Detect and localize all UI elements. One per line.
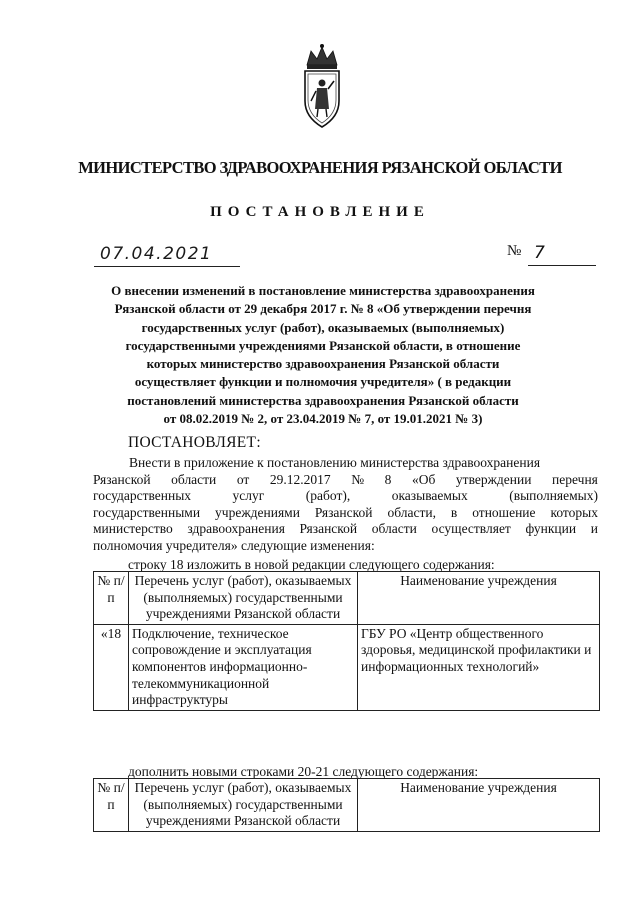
header-num: № п/п (94, 572, 129, 625)
body-line: Внести в приложение к постановлению министерства здравоохранения (129, 455, 541, 470)
word: в (450, 504, 458, 520)
number-label: № (507, 243, 522, 259)
title-line: государственных услуг (работ), оказываемых (выполняемых) (141, 319, 505, 335)
title-line: государственными учреждениями Рязанской области, в отношение (125, 337, 521, 353)
table-row (94, 624, 600, 710)
body-line: полномочия учредителя» следующие изменения: (93, 537, 375, 553)
word: перечня (552, 471, 598, 487)
amendments-table-row18 (93, 571, 600, 711)
row-institution: ГБУ РО «Центр общественного здоровья, медицинской профилактики и информационных технологий» (358, 624, 600, 710)
body-paragraph (93, 455, 598, 555)
word: 29.12.2017 (269, 471, 331, 487)
word: области (171, 471, 217, 487)
document-title (86, 282, 560, 428)
coat-of-arms-emblem (297, 43, 347, 131)
word: № (351, 471, 365, 487)
word: функции (525, 521, 577, 537)
word: и (590, 521, 598, 537)
title-line: О внесении изменений в постановление министерства здравоохранения (111, 283, 535, 298)
word: Рязанской (314, 504, 373, 520)
title-line: постановлений министерства здравоохранения Рязанской области (127, 392, 519, 408)
word: министерство (93, 521, 173, 537)
title-line: осуществляет функции и полномочия учредителя» ( в редакции (134, 374, 512, 390)
row-num: «18 (94, 624, 129, 710)
title-line: которых министерство здравоохранения Рязанской области (146, 356, 500, 372)
word: отношение (472, 504, 536, 520)
row-services: Подключение, техническое сопровождение и эксплуатация компонентов информационно-телекоммуникационной инфраструктуры (129, 624, 358, 710)
word: оказываемых (391, 488, 468, 504)
word: (выполняемых) (509, 488, 598, 504)
document-type: ПОСТАНОВЛЕНИЕ (210, 204, 430, 220)
document-number: 7 (528, 243, 596, 266)
table-header-row (94, 572, 600, 625)
resolves-heading: ПОСТАНОВЛЯЕТ: (128, 434, 261, 451)
body-line-justified (93, 505, 598, 522)
word: Рязанской (299, 521, 358, 537)
word: государственных (93, 488, 192, 504)
header-num: № п/п (94, 779, 129, 832)
word: 8 (384, 471, 392, 487)
document-date: 07.04.2021 (94, 244, 240, 267)
word: «Об (411, 471, 436, 487)
title-line: Рязанской области от 29 декабря 2017 г. № 8 «Об утверждении перечня (114, 301, 532, 317)
header-services: Перечень услуг (работ), оказываемых (выполняемых) государственными учреждениями Рязанской области (129, 779, 358, 832)
word: осуществляет (431, 521, 511, 537)
word: (работ), (305, 488, 351, 504)
word: области (371, 521, 417, 537)
word: Рязанской (93, 471, 151, 487)
word: которых (550, 504, 598, 520)
header-institution: Наименование учреждения (358, 779, 600, 832)
table-header-row (94, 779, 600, 832)
body-line-justified (93, 521, 598, 538)
title-line: от 08.02.2019 № 2, от 23.04.2019 № 7, от 19.01.2021 № 3) (163, 411, 483, 427)
word: утверждении (455, 471, 532, 487)
word: здравоохранения (187, 521, 285, 537)
ministry-heading: МИНИСТЕРСТВО ЗДРАВООХРАНЕНИЯ РЯЗАНСКОЙ ОБЛАСТИ (78, 158, 562, 177)
body-line-justified (93, 488, 598, 505)
header-services: Перечень услуг (работ), оказываемых (выполняемых) государственными учреждениями Рязанской области (129, 572, 358, 625)
header-institution: Наименование учреждения (358, 572, 600, 625)
word: государственными (93, 504, 201, 520)
word: услуг (232, 488, 265, 504)
word: от (236, 471, 250, 487)
word: учреждениями (215, 504, 300, 520)
table2-caption: дополнить новыми строками 20-21 следующего содержания: (128, 764, 479, 779)
word: области, (387, 504, 436, 520)
table1-caption: строку 18 изложить в новой редакции следующего содержания: (128, 557, 495, 572)
body-line-justified (93, 472, 598, 489)
amendments-table-new-rows (93, 778, 600, 832)
